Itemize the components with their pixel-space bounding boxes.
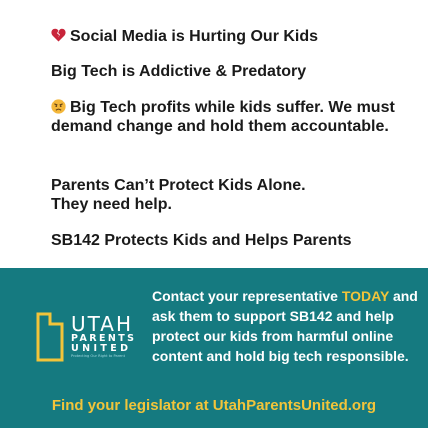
logo-wordmark [71, 314, 136, 359]
logo-utah: UTAH [71, 312, 134, 336]
cta-highlight: TODAY [341, 288, 390, 304]
addictive-line: Big Tech is Addictive & Predatory [51, 63, 307, 80]
logo-parents: PARENTS [71, 333, 137, 344]
sb142-line: SB142 Protects Kids and Helps Parents [51, 232, 352, 249]
headline-text: Social Media is Hurting Our Kids [70, 28, 319, 45]
logo-tagline: Protecting Our Right to Parent [71, 354, 125, 358]
call-to-action-banner [0, 268, 428, 428]
broken-heart-icon [51, 28, 66, 43]
profits-text: Big Tech profits while kids suffer. We must demand change and hold them accountable. [51, 99, 395, 135]
logo-united: UNITED [71, 343, 132, 354]
cta-part-2: and ask them to support SB142 and help protect our kids from harmful online content and hold big tech responsible. [152, 288, 418, 364]
legislator-link[interactable]: Find your legislator at UtahParentsUnited.org [51, 397, 377, 414]
profits-paragraph [51, 98, 416, 136]
headline [51, 27, 416, 46]
cta-text [152, 286, 422, 366]
angry-face-icon [51, 99, 66, 114]
parents-line-1: Parents Can’t Protect Kids Alone. [51, 177, 306, 194]
parents-line-2: They need help. [51, 196, 172, 213]
cta-part-1: Contact your representative [152, 288, 342, 304]
